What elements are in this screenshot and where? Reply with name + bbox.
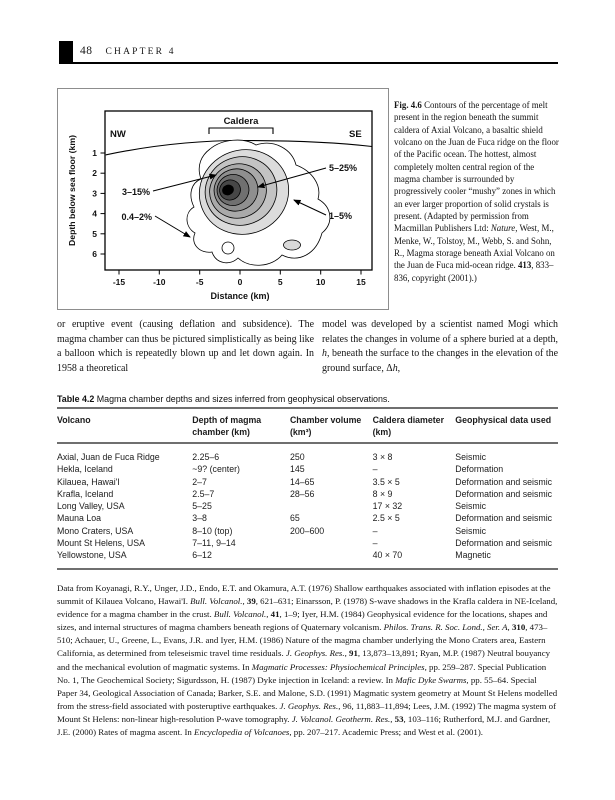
x-tick: 5 <box>277 277 283 287</box>
x-tick: -5 <box>195 277 204 287</box>
table-cell: – <box>372 525 378 536</box>
table-cell: Magnetic <box>455 550 491 561</box>
y-tick: 1 <box>92 148 97 158</box>
table-header-cell: Caldera diameter (km) <box>372 415 444 437</box>
y-tick: 5 <box>92 228 97 239</box>
header-rule <box>59 62 558 64</box>
y-axis-tick-labels <box>92 148 97 259</box>
data-source-notes: Data from Koyanagi, R.Y., Unger, J.D., Endo, E.T. and Okamura, A.T. (1976) Shallow earthquakes associated with inflation episodes at the summit of Kilauea Volcano, Hawai'I. Bull. Volcanol., 39, 621–631; Einarsson, P. (1978) S-wave shadows in the Krafla caldera in NE-Iceland, evidence for a magma chamber in the crust. Bull. Volcanol., 41, 1–9; Iyer, H.M. (1984) Geophysical evidence for the locations, shapes and sizes, and internal structures of magma chambers beneath regions of Quaternary volcanism. Philos. Trans. R. Soc. Lond., Ser. A, 310, 473–510; Achauer, U., Greene, L., Evans, J.R. and Iyer, H.M. (1986) Nature of the magma chamber underlying the Mono Craters area, Eastern California, as determined from teleseismic travel time residuals. J. Geophys. Res., 91, 13,873–13,891; Ryan, M.P. (1987) Neutral bouyancy and the mechanical evolution of magmatic systems. In Magmatic Processes: Physiochemical Principles, pp. 259–287. Special Publication No. 1, The Geochemical Society; Sigurdsson, H. (1987) Dyke injection in Iceland: a review. In Mafic Dyke Swarms, pp. 55–64. Special Paper 34, Geological Association of Canada; Barker, S.E. and Malone, S.D. (1991) Magmatic system geometry at Mount St Helens modelled from the stress-field associated with posteruptive earthquakes. J. Geophys. Res., 96, 11,883–11,894; Lees, J.M. (1992) The magma system of Mount St Helens: non-linear high-resolution P-wave tomography. J. Volcanol. Geotherm. Res., 53, 103–116; Rutherford, M.J. and Gardner, J.E. (2000) Rates of magma ascent. In Encyclopedia of Volcanoes, pp. 207–217. Academic Press; and West et al. (2001). <box>57 583 558 738</box>
x-tick: -10 <box>153 277 166 287</box>
y-axis-label: Depth below sea floor (km) <box>67 134 77 247</box>
x-tick: 10 <box>315 277 326 287</box>
table-header-row <box>57 408 558 443</box>
y-axis-ticks <box>101 153 106 254</box>
table-cell: 3 × 8 <box>372 452 393 462</box>
table-cell: 2.5 × 5 <box>372 513 400 524</box>
table-cell: Seismic <box>455 452 487 462</box>
y-tick: 6 <box>92 249 97 259</box>
table-cell: 2.25–6 <box>192 452 220 462</box>
contour-satellite-white <box>222 242 234 254</box>
table-row <box>57 512 558 524</box>
table-row <box>57 463 558 475</box>
x-tick: 15 <box>356 277 366 287</box>
table-cell: Deformation and seismic <box>455 488 553 499</box>
table-cell: Hekla, Iceland <box>57 464 113 475</box>
table-cell: 250 <box>289 452 305 462</box>
table-cell: 200–600 <box>289 525 325 536</box>
table-4-2 <box>57 407 558 570</box>
contour-label-1-5: 1–5% <box>329 211 353 221</box>
table-cell: 8–10 (top) <box>192 525 233 536</box>
body-right-column: model was developed by a scientist named Mogi which relates the changes in volume of a sphere buried at a depth, h, beneath the surface to the changes in the elevation of the ground surface, Δh, <box>322 319 558 374</box>
contour-label-3-15: 3–15% <box>121 187 150 197</box>
table-cell: – <box>372 464 378 475</box>
table-cell: 65 <box>289 513 300 524</box>
table-cell: Yellowstone, USA <box>57 550 127 561</box>
table-row <box>57 476 558 488</box>
table-row <box>57 549 558 568</box>
x-tick: 0 <box>237 277 243 287</box>
table-cell: 3.5 × 5 <box>372 476 400 487</box>
table-cell: Deformation <box>455 464 504 475</box>
table-cell: Deformation and seismic <box>455 476 553 487</box>
contour-label-04-2: 0.4–2% <box>121 212 152 222</box>
table-cell: 28–56 <box>289 488 315 499</box>
table-header-cell: Depth of magma chamber (km) <box>192 415 262 437</box>
table-cell: 6–12 <box>192 550 212 561</box>
table-cell <box>290 549 373 568</box>
table-cell: 2–7 <box>192 476 207 487</box>
table-cell: Mount St Helens, USA <box>57 538 146 549</box>
table-caption: Table 4.2 Magma chamber depths and sizes inferred from geophysical observations. <box>57 394 390 404</box>
y-tick: 4 <box>92 208 97 219</box>
table-row <box>57 488 558 500</box>
table-cell: 3–8 <box>192 513 207 524</box>
table-row <box>57 443 558 463</box>
figure-4-6 <box>57 88 389 310</box>
contour-label-5-25: 5–25% <box>329 163 358 173</box>
table-cell <box>290 500 373 512</box>
page-number: 48 <box>80 45 93 57</box>
contour-satellite-gray <box>284 240 301 250</box>
table-cell: 40 × 70 <box>372 550 403 561</box>
volcano-table <box>57 407 558 570</box>
se-label: SE <box>349 129 362 140</box>
figure-caption: Fig. 4.6 Contours of the percentage of melt present in the region beneath the summit caldera of Axial Volcano, a basaltic shield volcano on the Juan de Fuca ridge on the floor of the Pacific ocean. The hottest, almost completely molten central region of the magma chamber is surrounded by progressively cooler “mushy” zones in which an ever larger proportion of solid crystals is present. (Adapted by permission from Macmillan Publishers Ltd: Nature, West, M., Menke, W., Tolstoy, M., Webb, S. and Sohn, R., Magma storage beneath Axial Volcano on the Juan de Fuca mid-ocean ridge. 413, 833–836, copyright (2001).) <box>394 100 559 283</box>
table-cell: Axial, Juan de Fuca Ridge <box>57 452 160 462</box>
table-cell: 7–11, 9–14 <box>192 538 236 549</box>
table-cell: – <box>372 538 378 549</box>
chapter-tab-mark <box>59 41 73 64</box>
table-cell: 14–65 <box>289 476 315 487</box>
table-cell: Krafla, Iceland <box>57 488 114 499</box>
table-header-cell: Chamber volume (km³) <box>289 415 362 437</box>
y-tick: 3 <box>92 188 97 199</box>
table-header-cell: Geophysical data used <box>455 415 552 425</box>
table-cell: 8 × 9 <box>372 488 393 499</box>
y-tick: 2 <box>92 168 97 179</box>
table-cell: Mauna Loa <box>57 513 102 524</box>
x-axis-ticks <box>119 270 361 275</box>
table-cell: 17 × 32 <box>372 501 403 512</box>
table-row <box>57 525 558 537</box>
table-cell: Long Valley, USA <box>57 501 125 512</box>
table-cell: Deformation and seismic <box>455 538 553 549</box>
table-cell: ~9? (center) <box>192 464 240 475</box>
table-cell: Kilauea, Hawai'I <box>57 476 120 487</box>
table-row <box>57 500 558 512</box>
x-axis-label: Distance (km) <box>210 291 270 301</box>
chapter-label: CHAPTER 4 <box>105 47 176 57</box>
table-cell: Deformation and seismic <box>455 513 553 524</box>
table-cell: 2.5–7 <box>192 488 215 499</box>
contour-plot <box>58 89 386 307</box>
table-cell: Mono Craters, USA <box>57 525 134 536</box>
table-header-cell: Volcano <box>57 415 91 425</box>
table-cell: Seismic <box>455 525 487 536</box>
table-cell <box>290 537 373 549</box>
caldera-label: Caldera <box>223 116 259 127</box>
x-tick: -15 <box>112 277 126 287</box>
table-row <box>57 537 558 549</box>
table-cell: 5–25 <box>192 501 212 512</box>
nw-label: NW <box>110 129 126 140</box>
table-cell: 145 <box>289 464 305 475</box>
running-head <box>80 45 176 57</box>
body-left-column: or eruptive event (causing deflation and subsidence). The magma chamber can thus be pictured simplistically as being like a balloon which is repeatedly blown up and let down again. In 1958 a theoretical <box>57 319 314 374</box>
table-cell: Seismic <box>455 501 487 512</box>
x-axis-tick-labels <box>113 277 366 287</box>
